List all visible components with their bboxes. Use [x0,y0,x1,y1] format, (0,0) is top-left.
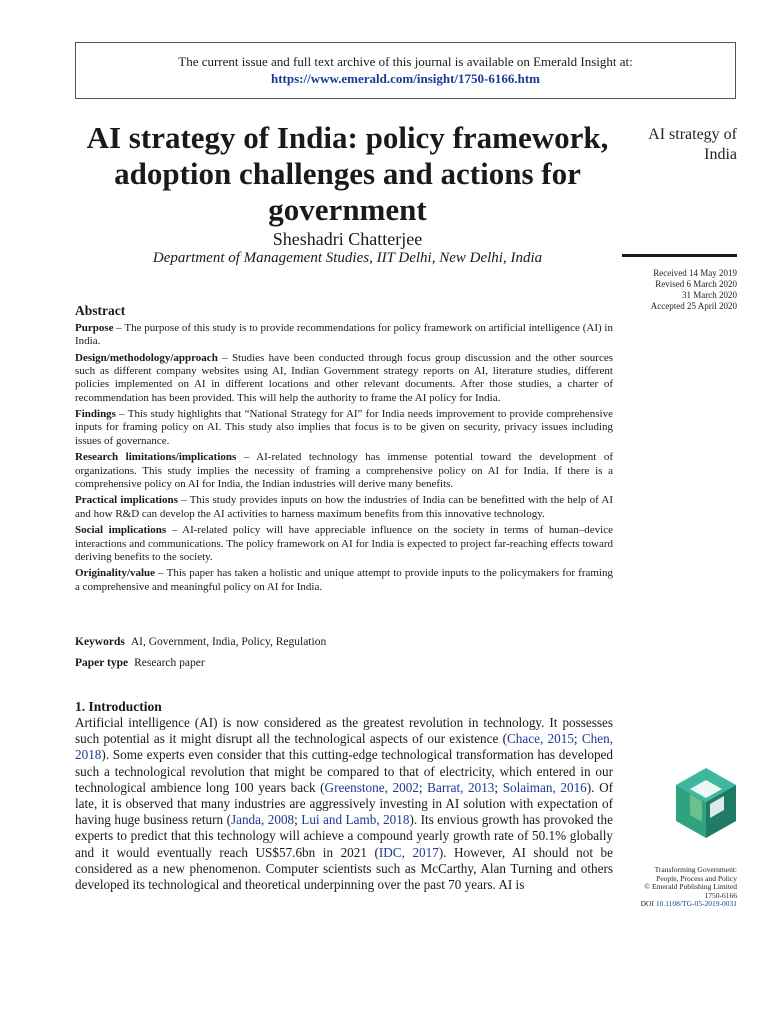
intro-text: ). Some experts even consider that this cutting-edge technological transformation has developed such a technological revolution that might be compared to that of electricity, which entered in our technological ambience long 100 years back ( [75,747,613,795]
originality-text: – This paper has taken a holistic and unique attempt to provide inputs to the policymakers for framing a comprehensive and meaningful policy on AI for India. [75,567,613,593]
originality-label: Originality/value [75,567,156,580]
social-label: Social implications [75,524,167,537]
citation-link[interactable]: Janda, 2008 [230,812,295,828]
citation-link[interactable]: Chen, 2018 [75,731,613,763]
running-title-line2: India [704,146,737,163]
citation-link[interactable]: Barrat, 2013 [427,779,495,795]
abstract-originality [75,567,613,593]
abstract-purpose [75,322,613,348]
abstract-limitations [75,451,613,491]
citation-separator: ; [573,731,582,747]
introduction-body [75,715,613,893]
citation-link[interactable]: Solaiman, 2016 [502,779,587,795]
revised-date: Revised 6 March 2020 [655,279,737,289]
paper-title: AI strategy of India: policy framework, adoption challenges and actions for government [86,120,609,227]
practical-text: – This study provides inputs on how the industries of India can be benefitted with the help of AI and how R&D can develop the AI activities to harness maximum benefits from this innovative technology. [75,494,613,520]
paper-type-label: Paper type [75,657,129,669]
abstract-heading: Abstract [75,303,126,318]
citation-separator: ; [418,779,428,795]
keywords-label: Keywords [75,636,125,648]
limitations-text: – AI-related technology has immense potential toward the development of organizations. This study implies the necessity of framing a comprehensive policy on AI for India. If there is a comprehensive policy on AI for India, the Indian industries will derive many benefits. [75,451,614,490]
emerald-logo-icon [674,766,738,840]
paper-type-text: Research paper [134,657,205,669]
social-text: – AI-related policy will have appreciable influence on the society in terms of human–device interactions and communications. The policy framework on AI for India is expected to project far-reaching effects toward deriving benefits to the society. [75,524,614,563]
citation-separator: ; [494,779,503,795]
abstract-body [75,322,613,597]
running-title [620,125,737,165]
abstract-practical [75,494,613,520]
journal-name: Transforming Government: [654,865,737,874]
issn: 1750-6166 [704,890,737,900]
journal-info [600,866,737,909]
author-affiliation: Department of Management Studies, IIT Delhi, New Delhi, India [152,250,543,266]
findings-text: – This study highlights that “National Strategy for AI” for India needs improvement to provide comprehensive inputs for framing policy on AI. This study also implies that focus is to be given on security, privacy issues including issues of governance. [75,408,613,447]
abstract-design [75,352,613,405]
intro-text: ). Its envious growth has provoked the experts to predict that this technology will achieve a compound yearly growth rate of 50.1% globally and it would eventually reach US$57.6bn in 2021 ( [75,812,614,860]
purpose-label: Purpose [75,322,114,334]
intro-text: ). Of late, it is observed that many industries are aggressively investing in AI solution with expectation of having huge business return ( [75,779,613,828]
journal-archive-notice [75,42,736,99]
notice-text: The current issue and full text archive of this journal is available on Emerald Insight at: [178,54,633,69]
citation-link[interactable]: Lui and Lamb, 2018 [301,812,410,828]
accepted-date: Accepted 25 April 2020 [650,301,737,311]
revised-date-2: 31 March 2020 [682,290,737,300]
purpose-text: – The purpose of this study is to provide recommendations for policy framework on artificial intelligence (AI) in India. [75,322,613,348]
practical-label: Practical implications [75,494,178,507]
received-date: Received 14 May 2019 [653,268,737,278]
doi-label: DOI [640,899,654,909]
keywords [75,635,613,649]
abstract-findings [75,408,613,448]
publisher: © Emerald Publishing Limited [644,882,737,892]
doi-line [600,900,737,909]
citation-link[interactable]: Greenstone, 2002 [324,779,419,795]
findings-label: Findings [75,408,116,421]
citation-link[interactable]: IDC, 2017 [378,844,439,860]
submission-dates [600,268,737,312]
abstract-social [75,524,613,564]
author-name: Sheshadri Chatterjee [272,229,423,249]
margin-rule [622,254,737,257]
introduction-heading: 1. Introduction [75,699,162,714]
limitations-label: Research limitations/implications [75,451,237,464]
intro-text: Artificial intelligence (AI) is now considered as the greatest revolution in technology. It possesses such potential as it might disrupt all the technological aspects of our existence ( [75,715,613,747]
keywords-text: AI, Government, India, Policy, Regulation [130,636,327,648]
citation-link[interactable]: Chace, 2015 [507,731,574,747]
citation-separator: ; [294,812,302,828]
design-label: Design/methodology/approach [75,351,218,364]
journal-subtitle: People, Process and Policy [656,873,737,883]
doi-link[interactable]: 10.1108/TG-05-2019-0031 [655,899,737,909]
journal-url-link[interactable]: https://www.emerald.com/insight/1750-6166.htm [270,71,541,86]
running-title-line1: AI strategy of [648,126,737,143]
design-text: – Studies have been conducted through focus group discussion and the other sources such as different company websites using AI, Indian Government strategy reports on AI, literature studies, different policies implemented on AI in different locations and other relevant documents. After those studies, a charter of recommendation has been provided. This will help the authority to frame the AI policy for India. [75,351,613,404]
paper-type [75,656,613,670]
intro-text: ). However, AI should not be considered as a new phenomenon. Computer scientists such as McCarthy, Alan Turning and others developed its technological and theoretical underpinning over the past 70 years. AI is [75,844,613,893]
